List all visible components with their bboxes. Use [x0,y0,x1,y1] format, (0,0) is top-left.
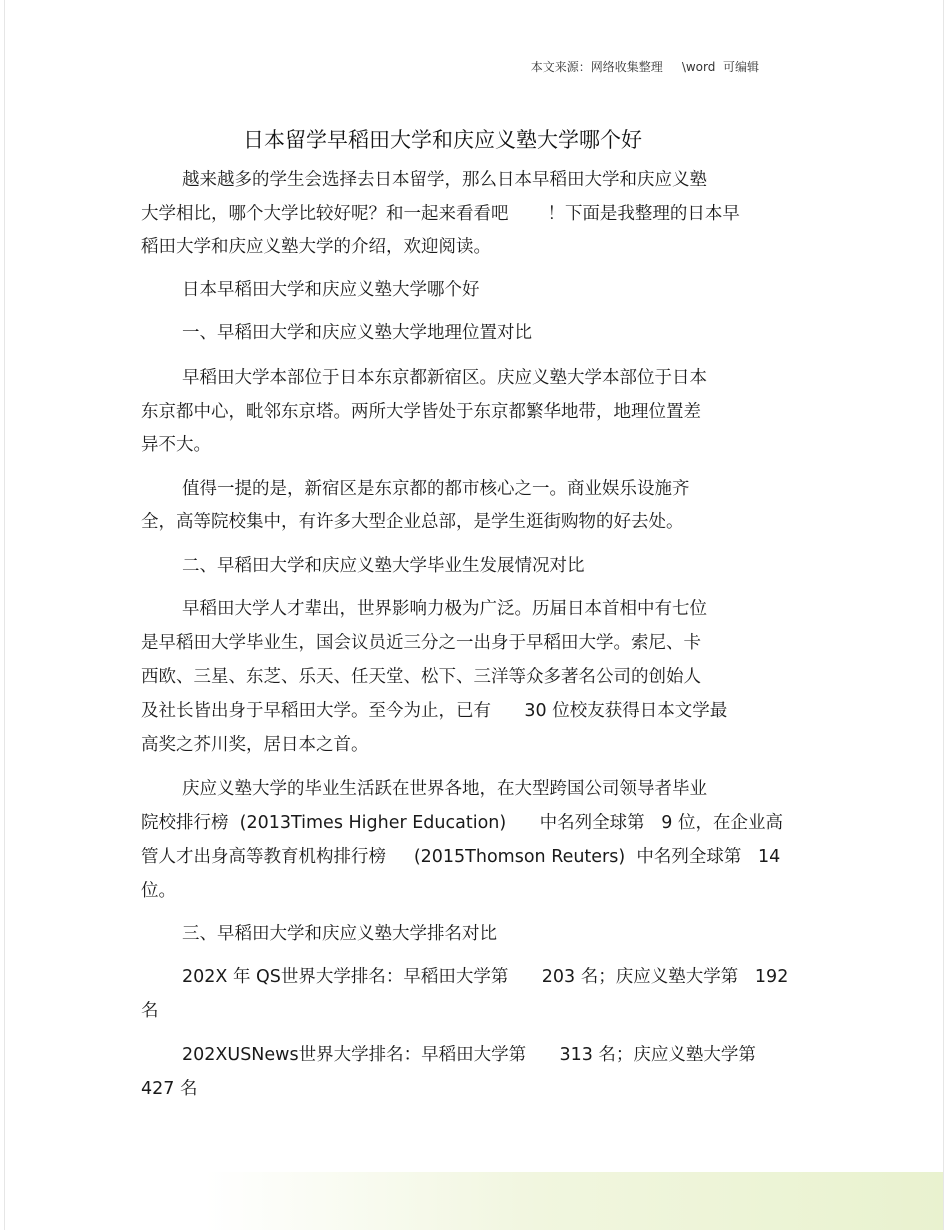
paragraph-line: 名 [141,1001,159,1021]
paragraph-line: 202XUSNews世界大学排名：早稻田大学第 313 名；庆应义塾大学第 [182,1045,756,1065]
paragraph-line: 值得一提的是，新宿区是东京都的都市核心之一。商业娱乐设施齐 [182,479,690,499]
document-page [4,0,944,1230]
paragraph-line: 管人才出身高等教育机构排行榜 (2015Thomson Reuters) 中名列全球第 14 [141,847,781,867]
paragraph-line: 位。 [141,881,176,901]
paragraph-line: 庆应义塾大学的毕业生活跃在世界各地，在大型跨国公司领导者毕业 [182,779,707,799]
paragraph-line: 高奖之芥川奖，居日本之首。 [141,735,369,755]
paragraph-line: 及社长皆出身于早稻田大学。至今为止，已有 30 位校友获得日本文学最 [141,701,728,721]
paragraph-line: 西欧、三星、东芝、乐天、任天堂、松下、三洋等众多著名公司的创始人 [141,667,701,687]
paragraph-line: 院校排行榜 (2013Times Higher Education) 中名列全球第 9 位，在企业高 [141,813,783,833]
section-heading: 三、早稻田大学和庆应义塾大学排名对比 [182,924,497,944]
section-heading: 一、早稻田大学和庆应义塾大学地理位置对比 [182,323,532,343]
paragraph-line: 异不大。 [141,435,211,455]
paragraph-line: 东京都中心，毗邻东京塔。两所大学皆处于东京都繁华地带，地理位置差 [141,402,701,422]
section-heading: 日本早稻田大学和庆应义塾大学哪个好 [182,280,480,300]
paragraph-line: 是早稻田大学毕业生，国会议员近三分之一出身于早稻田大学。索尼、卡 [141,633,701,653]
paragraph-line: 越来越多的学生会选择去日本留学，那么日本早稻田大学和庆应义塾 [182,170,707,190]
document-title: 日本留学早稻田大学和庆应义塾大学哪个好 [243,128,642,152]
paragraph-line: 202X 年 QS世界大学排名：早稻田大学第 203 名；庆应义塾大学第 192 [182,967,789,987]
footer-decoration [205,1172,943,1230]
section-heading: 二、早稻田大学和庆应义塾大学毕业生发展情况对比 [182,556,585,576]
paragraph-line: 427 名 [141,1079,198,1099]
paragraph-line: 全，高等院校集中，有许多大型企业总部，是学生逛街购物的好去处。 [141,512,684,532]
header-source-note: 本文来源：网络收集整理 \word 可编辑 [530,60,759,74]
paragraph-line: 早稻田大学人才辈出，世界影响力极为广泛。历届日本首相中有七位 [182,599,707,619]
paragraph-line: 早稻田大学本部位于日本东京都新宿区。庆应义塾大学本部位于日本 [182,368,707,388]
paragraph-line: 大学相比，哪个大学比较好呢？和一起来看看吧 ！下面是我整理的日本早 [141,204,740,224]
paragraph-line: 稻田大学和庆应义塾大学的介绍，欢迎阅读。 [141,237,491,257]
